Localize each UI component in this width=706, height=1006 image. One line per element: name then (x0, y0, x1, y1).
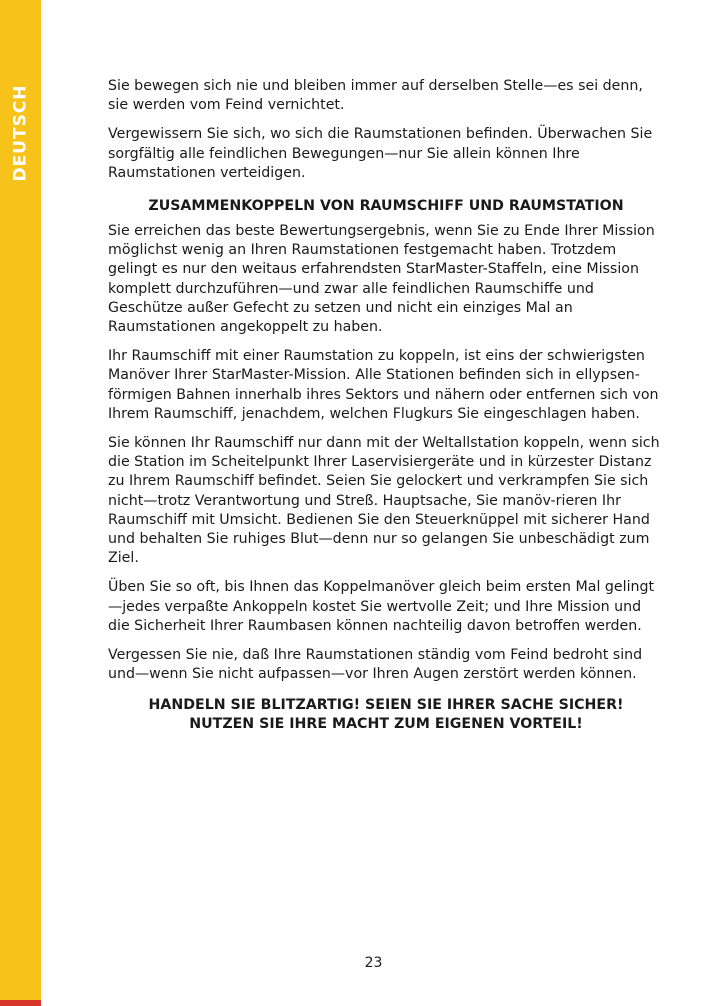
intro-paragraph-1: Sie bewegen sich nie und bleiben immer auf derselben Stelle—es sei denn, sie werden vom Feind vernichtet. (108, 78, 643, 114)
section-paragraph-4: Üben Sie so oft, bis Ihnen das Koppelmanöver gleich beim ersten Mal gelingt—jedes verpaßte Ankoppeln kostet Sie wertvolle Zeit; und Ihre Mission und die Sicherheit Ihrer Raumbasen können nachteilig davon betroffen werden. (108, 579, 655, 634)
section-paragraph-1: Sie erreichen das beste Bewertungsergebnis, wenn Sie zu Ende Ihrer Mission möglichst wenig an Ihren Raumstationen festgemacht haben. Trotzdem gelingt es nur den weitaus erfahrendsten StarMaster-Staffeln, eine Mission komplett durchzuführen—und zwar alle feindlichen Raumschiffe und Geschütze außer Gefecht zu setzen und nicht ein einziges Mal an Raumstationen angekoppelt zu haben. (108, 223, 655, 336)
section-paragraph-3: Sie können Ihr Raumschiff nur dann mit der Weltallstation koppeln, wenn sich die Station im Scheitelpunkt Ihrer Laservisiergeräte und in kürzester Distanz zu Ihrem Raumschiff befindet. Seien Sie gelockert und verkrampfen Sie sich nicht—trotz Verantwortung und Streß. Hauptsache, Sie manöv-rieren Ihr Raumschiff mit Umsicht. Bedienen Sie den Steuerknüppel mit sicherer Hand und behalten Sie ruhiges Blut—denn nur so gelangen Sie unbeschädigt zum Ziel. (108, 435, 660, 567)
closing-slogan (108, 696, 664, 734)
section-paragraph-2: Ihr Raumschiff mit einer Raumstation zu koppeln, ist eins der schwierigsten Manöver Ihrer StarMaster-Mission. Alle Stationen befinden sich in ellypsen-förmigen Bahnen innerhalb ihres Sektors und nähern oder entfernen sich von Ihrem Raumschiff, jenachdem, welchen Flugkurs Sie eingeschlagen haben. (108, 348, 659, 422)
intro-paragraph-2: Vergewissern Sie sich, wo sich die Raumstationen befinden. Überwachen Sie sorgfältig alle feindlichen Bewegungen—nur Sie allein können Ihre Raumstationen verteidigen. (108, 126, 653, 181)
sidebar-bottom-accent (0, 1000, 41, 1006)
closing-line-2: NUTZEN SIE IHRE MACHT ZUM EIGENEN VORTEIL! (189, 716, 583, 733)
closing-line-1: HANDELN SIE BLITZARTIG! SEIEN SIE IHRER SACHE SICHER! (148, 697, 624, 714)
section-heading: ZUSAMMENKOPPELN VON RAUMSCHIFF UND RAUMSTATION (148, 198, 624, 215)
section-paragraph-5: Vergessen Sie nie, daß Ihre Raumstationen ständig vom Feind bedroht sind und—wenn Sie nicht aufpassen—vor Ihren Augen zerstört werden können. (108, 647, 643, 683)
page-content (108, 77, 664, 734)
language-label: DEUTSCH (11, 83, 32, 182)
language-sidebar (0, 0, 41, 1006)
page-number: 23 (364, 955, 383, 971)
language-label-box (6, 75, 36, 190)
